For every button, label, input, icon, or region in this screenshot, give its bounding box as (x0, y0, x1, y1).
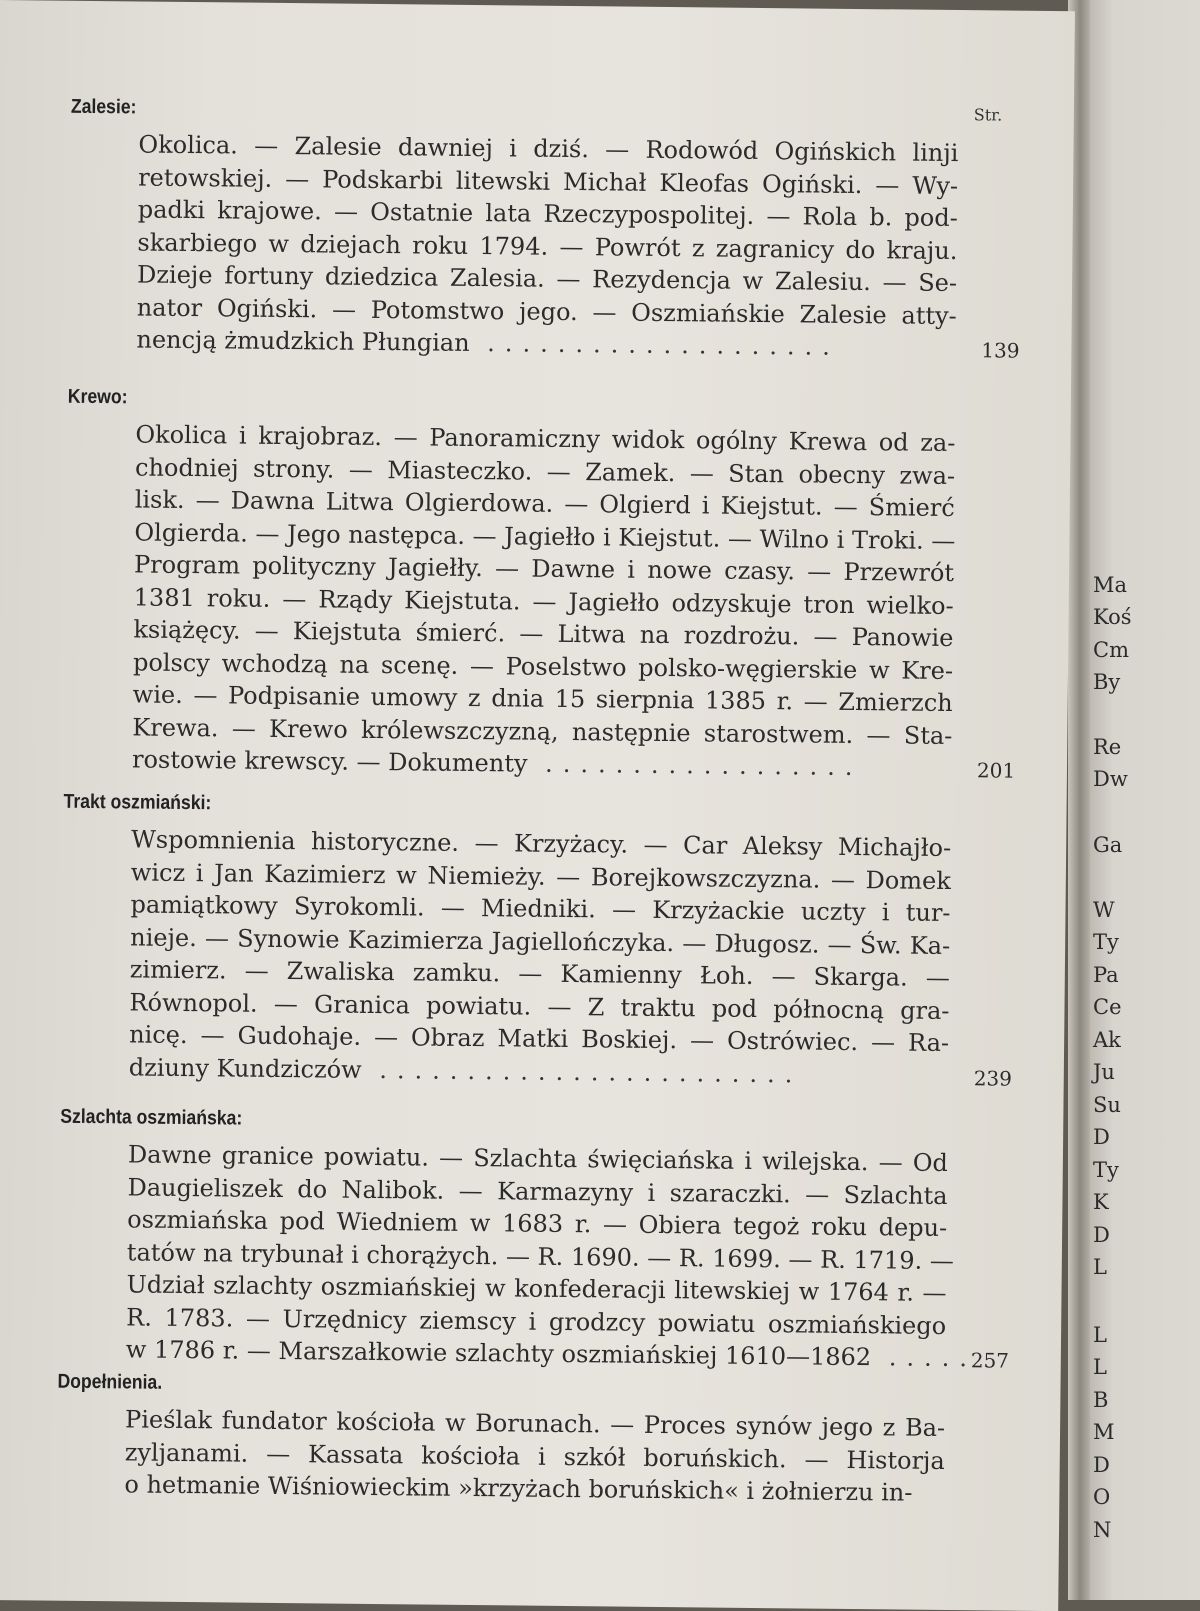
summary-line: lisk. — Dawna Litwa Olgierdowa. — Olgierd i Kiejstut. — Śmierć (134, 485, 955, 523)
facing-page-edge (1085, 0, 1200, 1600)
summary-line: Udział szlachty oszmiańskiej w konfederacji litewskiej w 1764 r. — (126, 1270, 947, 1307)
facing-page-text-fragment: Ty (1093, 930, 1119, 954)
facing-page-text-fragment: B (1093, 1388, 1109, 1412)
facing-page-text-fragment: O (1093, 1485, 1111, 1509)
facing-page-text-fragment: W (1093, 898, 1115, 922)
summary-line: Dzieje fortuny dziedzica Zalesia. — Rezydencja w Zalesiu. — Se- (136, 260, 958, 298)
summary-line: chodniej strony. — Miasteczko. — Zamek. — Stan obecny zwa- (134, 452, 956, 490)
facing-page-text-fragment: L (1093, 1355, 1107, 1379)
page-column-header: Str. (973, 105, 1003, 125)
facing-page-text-fragment: L (1093, 1323, 1107, 1347)
summary-line: nicę. — Gudohaje. — Obraz Matki Boskiej. — Ostrówiec. — Ra- (129, 1020, 950, 1057)
summary-line: Program polityczny Jagiełły. — Dawne i nowe czasy. — Przewrót (133, 550, 955, 588)
section-summary (129, 823, 952, 1092)
facing-page-text-fragment: Ty (1093, 1158, 1119, 1182)
summary-line: rostowie krewscy. — Dokumenty .................. (131, 745, 863, 782)
summary-line: 1381 roku. — Rządy Kiejstuta. — Jagiełło odzyskuje tron wielko- (133, 582, 954, 620)
summary-line: polscy wchodzą na scenę. — Poselstwo polsko-węgierskie w Kre- (132, 647, 954, 685)
section-title: Zalesie: (70, 95, 137, 119)
summary-line: Olgierda. — Jego następca. — Jagiełło i Kiejstut. — Wilno i Troki. — (134, 517, 956, 555)
summary-line: nator Ogiński. — Potomstwo jego. — Oszmiańskie Zalesie atty- (136, 292, 957, 330)
summary-line: padki krajowe. — Ostatnie lata Rzeczypospolitej. — Rola b. pod- (137, 195, 958, 233)
facing-page-text-fragment: Dw (1093, 767, 1128, 791)
summary-line: o hetmanie Wiśniowieckim »krzyżach boruńskich« i żołnierzu in- (124, 1470, 913, 1507)
section-summary (124, 1403, 945, 1509)
dot-leader: ..... (871, 1343, 978, 1373)
facing-page-text-fragment: Pa (1093, 963, 1119, 987)
facing-page-text-fragment: Ju (1093, 1060, 1115, 1084)
facing-page-text-fragment: Su (1093, 1093, 1121, 1117)
summary-line: skarbiego w dziejach roku 1794. — Powrót z zagranicy do kraju. (137, 227, 958, 265)
summary-line: R. 1783. — Urzędnicy ziemscy i grodzcy powiatu oszmiańskiego (126, 1302, 947, 1340)
summary-line: Daugieliszek do Nalibok. — Karmazyny i szaraczki. — Szlachta (127, 1172, 948, 1210)
summary-line: Wspomnienia historyczne. — Krzyżacy. — Car Aleksy Michajło- (131, 825, 952, 863)
summary-line: tatów na trybunał i chorążych. — R. 1690. — R. 1699. — R. 1719. — (126, 1237, 954, 1275)
facing-page-text-fragment: Ce (1093, 995, 1122, 1019)
summary-line: Równopol. — Granica powiatu. — Z traktu pod północną gra- (129, 987, 950, 1025)
summary-line: zimierz. — Zwaliska zamku. — Kamienny Łoh. — Skarga. — (129, 955, 950, 992)
facing-page-text-fragment: Re (1093, 735, 1122, 759)
facing-page-text-fragment: N (1093, 1518, 1112, 1542)
facing-page-text-fragment: D (1093, 1223, 1110, 1247)
facing-page-text-fragment: M (1093, 1420, 1115, 1444)
page-number: 201 (976, 758, 1016, 783)
dot-leader: .................. (527, 749, 863, 782)
summary-line: wie. — Podpisanie umowy z dnia 15 sierpnia 1385 r. — Zmierzch (132, 680, 953, 718)
summary-line: dziuny Kundziczów ........................ (128, 1052, 803, 1088)
summary-line: Okolica i krajobraz. — Panoramiczny widok ogólny Krewa od za- (135, 420, 956, 458)
summary-line: zyljanami. — Kassata kościoła i szkół boruńskich. — Historja (124, 1437, 945, 1475)
summary-line: Okolica. — Zalesie dawniej i dziś. — Rodowód Ogińskich linji (138, 130, 959, 168)
facing-page-text-fragment: Koś (1093, 605, 1132, 629)
facing-page-text-fragment: D (1093, 1125, 1110, 1149)
section-title: Krewo: (67, 385, 128, 409)
summary-line: oszmiańska pod Wiedniem w 1683 r. — Obiera tegoż roku depu- (127, 1205, 948, 1242)
facing-page-text-fragment: Ma (1093, 573, 1128, 597)
summary-line: Pieślak fundator kościoła w Borunach. — Proces synów jego z Ba- (124, 1405, 946, 1442)
summary-line: nencją żmudzkich Płungian .................... (136, 325, 840, 361)
section-title: Dopełnienia. (57, 1370, 163, 1394)
facing-page-text-fragment: Ga (1093, 833, 1123, 857)
summary-line: nieje. — Synowie Kazimierza Jagiellończyka. — Długosz. — Św. Ka- (130, 922, 951, 960)
section-title: Trakt oszmiański: (63, 790, 212, 815)
dot-leader: ........................ (361, 1055, 803, 1088)
summary-line: w 1786 r. — Marszałkowie szlachty oszmiańskiej 1610—1862 ..... (125, 1335, 978, 1373)
facing-page-text-fragment: Ak (1093, 1028, 1121, 1052)
facing-page-text-fragment: K (1093, 1190, 1109, 1214)
summary-line: pamiątkowy Syrokomli. — Miedniki. — Krzyżackie uczty i tur- (130, 890, 951, 928)
facing-page-text-fragment: By (1093, 670, 1121, 694)
summary-line: Dawne granice powiatu. — Szlachta święciańska i wilejska. — Od (127, 1140, 949, 1177)
page-number: 139 (981, 338, 1020, 363)
dot-leader: .................... (469, 328, 840, 361)
section-summary (136, 128, 958, 364)
facing-page-text-fragment: Cm (1093, 638, 1129, 662)
summary-line: wicz i Jan Kazimierz w Niemieży. — Borejkowszczyzna. — Domek (130, 857, 951, 895)
facing-page-text-fragment: D (1093, 1453, 1110, 1477)
summary-line: Krewa. — Krewo królewszczyzną, następnie starostwem. — Sta- (132, 712, 953, 750)
facing-page-text-fragment: L (1093, 1255, 1107, 1279)
page-number: 257 (970, 1348, 1010, 1373)
section-summary (125, 1138, 978, 1374)
summary-line: retowskiej. — Podskarbi litewski Michał Kleofas Ogiński. — Wy- (138, 162, 959, 200)
section-summary (132, 418, 956, 784)
summary-line: książęcy. — Kiejstuta śmierć. — Litwa na rozdrożu. — Panowie (133, 615, 954, 653)
page-number: 239 (973, 1065, 1013, 1091)
section-title: Szlachta oszmiańska: (60, 1105, 243, 1130)
